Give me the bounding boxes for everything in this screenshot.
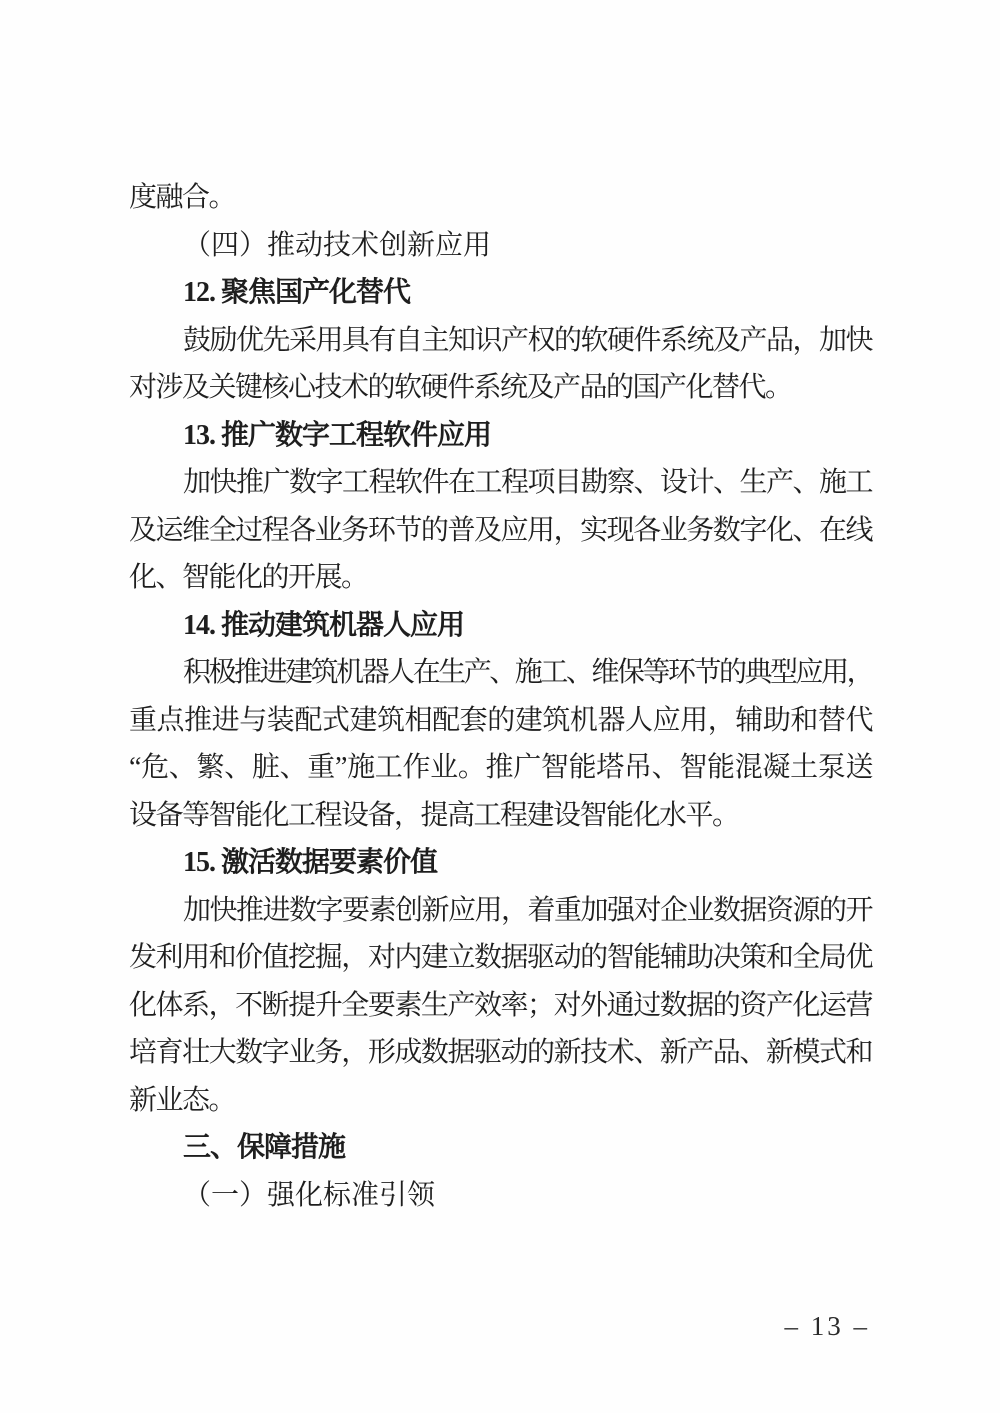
item-heading-14: 14. 推动建筑机器人应用 xyxy=(183,609,465,641)
page-number: – 13 – xyxy=(784,1311,870,1341)
body-line: 鼓励优先采用具有自主知识产权的软硬件系统及产品，加快 xyxy=(183,324,873,356)
body-line: 加快推进数字要素创新应用，着重加强对企业数据资源的开 xyxy=(183,894,873,926)
body-line: 发利用和价值挖掘，对内建立数据驱动的智能辅助决策和全局优 xyxy=(129,942,872,973)
body-line: “危、繁、脏、重”施工作业。推广智能塔吊、智能混凝土泵送 xyxy=(129,752,872,783)
body-line: 化、智能化的开展。 xyxy=(129,562,368,593)
body-line: 培育壮大数字业务，形成数据驱动的新技术、新产品、新模式和 xyxy=(129,1037,872,1068)
body-line: 及运维全过程各业务环节的普及应用，实现各业务数字化、在线 xyxy=(129,514,872,546)
body-line: 化体系，不断提升全要素生产效率；对外通过数据的资产化运营 xyxy=(129,989,872,1021)
body-line: 加快推广数字工程软件在工程项目勘察、设计、生产、施工 xyxy=(183,467,873,498)
body-line: 重点推进与装配式建筑相配套的建筑机器人应用，辅助和替代 xyxy=(129,704,872,736)
item-heading-13: 13. 推广数字工程软件应用 xyxy=(183,419,492,451)
item-heading-12: 12. 聚焦国产化替代 xyxy=(183,277,411,308)
subsection-heading-1: （一）强化标准引领 xyxy=(183,1179,436,1211)
item-heading-15: 15. 激活数据要素价值 xyxy=(183,847,438,878)
body-line: 积极推进建筑机器人在生产、施工、维保等环节的典型应用， xyxy=(183,657,872,688)
body-line: 对涉及关键核心技术的软硬件系统及产品的国产化替代。 xyxy=(129,372,792,403)
document-body xyxy=(129,174,872,1219)
body-line: 度融合。 xyxy=(129,182,236,213)
body-line: 新业态。 xyxy=(129,1084,236,1116)
section-heading-3: 三、保障措施 xyxy=(183,1132,346,1163)
subsection-heading-4: （四）推动技术创新应用 xyxy=(183,229,492,261)
body-line: 设备等智能化工程设备，提高工程建设智能化水平。 xyxy=(129,799,739,831)
